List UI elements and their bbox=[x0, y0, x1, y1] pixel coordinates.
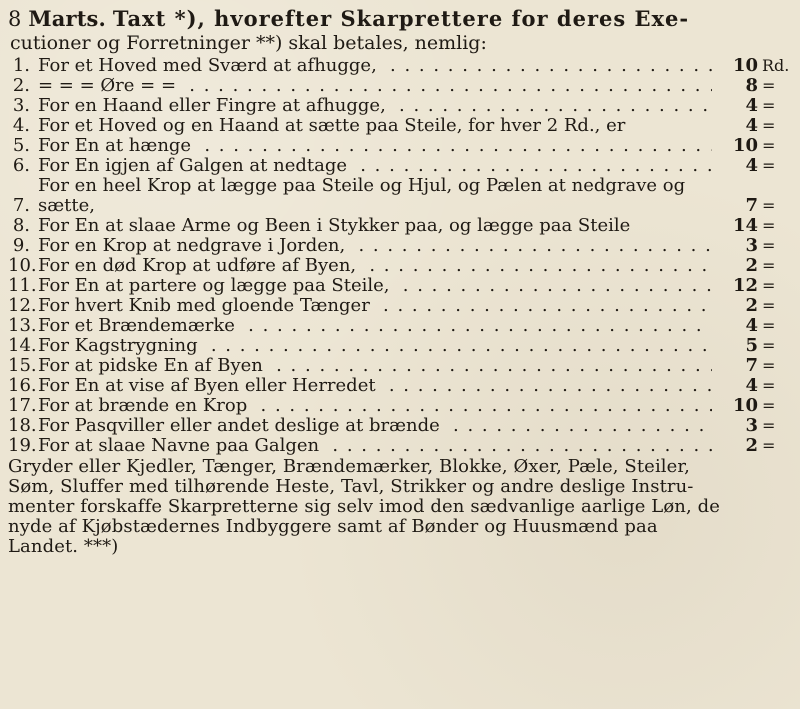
item-unit: = bbox=[762, 356, 776, 375]
item-amount: 7 bbox=[745, 195, 758, 216]
item-number: 18. bbox=[8, 415, 37, 436]
item-unit: = bbox=[762, 96, 776, 115]
fee-item-1 bbox=[8, 56, 792, 76]
item-number: 14. bbox=[8, 335, 37, 356]
footer-line-1: Gryder eller Kjedler, Tænger, Brændemærker, Blokke, Øxer, Pæle, Steiler, bbox=[8, 456, 690, 477]
item-description: For et Hoved og en Haand at sætte paa Steile, for hver 2 Rd., er bbox=[38, 116, 626, 136]
item-description: For Kagstrygning . . . bbox=[38, 336, 712, 356]
fee-item-11 bbox=[8, 276, 792, 296]
item-description: For En at hænge . . . bbox=[38, 136, 712, 156]
item-amount: 3 bbox=[745, 235, 758, 256]
item-number: 15. bbox=[8, 355, 37, 376]
item-amount: 10 bbox=[732, 135, 758, 156]
item-unit: = bbox=[762, 136, 776, 155]
item-number: 3. bbox=[12, 95, 30, 116]
item-number: 10. bbox=[8, 255, 37, 276]
heading-month: Marts. bbox=[28, 6, 106, 31]
fee-item-8 bbox=[8, 216, 792, 236]
footer-line-3: menter forskaffe Skarpretterne sig selv imod den sædvanlige aarlige Løn, de bbox=[8, 496, 720, 517]
fee-item-4 bbox=[8, 116, 792, 136]
item-amount: 14 bbox=[732, 215, 758, 236]
item-unit: = bbox=[762, 296, 776, 315]
item-unit: = bbox=[762, 396, 776, 415]
item-amount: 3 bbox=[745, 415, 758, 436]
item-description: For en død Krop at udføre af Byen, . . . bbox=[38, 256, 712, 276]
item-unit: = bbox=[762, 276, 776, 295]
fee-item-7 bbox=[8, 176, 792, 216]
fee-item-12 bbox=[8, 296, 792, 316]
item-unit: = bbox=[762, 436, 776, 455]
fee-item-10 bbox=[8, 256, 792, 276]
item-amount: 8 bbox=[745, 75, 758, 96]
footer-paragraph bbox=[8, 457, 792, 557]
item-number: 13. bbox=[8, 315, 37, 336]
footer-line-4: nyde af Kjøbstædernes Indbyggere samt af Bønder og Huusmænd paa bbox=[8, 516, 658, 537]
fee-item-3 bbox=[8, 96, 792, 116]
item-amount: 12 bbox=[732, 275, 758, 296]
item-number: 6. bbox=[12, 155, 30, 176]
item-amount: 7 bbox=[745, 355, 758, 376]
item-unit: Rd. bbox=[762, 56, 790, 75]
item-description: For Pasqviller eller andet deslige at brænde . . . bbox=[38, 416, 712, 436]
fee-item-14 bbox=[8, 336, 792, 356]
item-unit: = bbox=[762, 216, 776, 235]
item-unit: = bbox=[762, 236, 776, 255]
item-amount: 4 bbox=[745, 95, 758, 116]
fee-item-16 bbox=[8, 376, 792, 396]
item-unit: = bbox=[762, 416, 776, 435]
item-description: For at slaae Navne paa Galgen . . . bbox=[38, 436, 712, 456]
item-number: 5. bbox=[12, 135, 30, 156]
item-number: 4. bbox=[12, 115, 30, 136]
item-unit: = bbox=[762, 196, 776, 215]
item-amount: 4 bbox=[745, 115, 758, 136]
item-description: For En igjen af Galgen at nedtage . . . bbox=[38, 156, 712, 176]
item-description: For En at vise af Byen eller Herredet . . . bbox=[38, 376, 712, 396]
fee-item-15 bbox=[8, 356, 792, 376]
fee-item-18 bbox=[8, 416, 792, 436]
item-description: For en Krop at nedgrave i Jorden, . . . bbox=[38, 236, 712, 256]
fee-item-2 bbox=[8, 76, 792, 96]
item-amount: 2 bbox=[745, 255, 758, 276]
fee-item-6 bbox=[8, 156, 792, 176]
item-unit: = bbox=[762, 376, 776, 395]
item-number: 1. bbox=[12, 55, 30, 76]
item-description: For En at partere og lægge paa Steile, . . . bbox=[38, 276, 712, 296]
item-description: For en Haand eller Fingre at afhugge, . . . bbox=[38, 96, 712, 116]
item-description: For en heel Krop at lægge paa Steile og Hjul, og Pælen at nedgrave og sætte, bbox=[38, 176, 686, 216]
fee-item-5 bbox=[8, 136, 792, 156]
item-unit: = bbox=[762, 76, 776, 95]
item-unit: = bbox=[762, 156, 776, 175]
fee-item-13 bbox=[8, 316, 792, 336]
heading-second-line: cutioner og Forretninger **) skal betales, nemlig: bbox=[10, 32, 487, 54]
fee-list bbox=[8, 56, 792, 456]
item-number: 2. bbox=[12, 75, 30, 96]
item-description: For at pidske En af Byen . . . bbox=[38, 356, 712, 376]
item-amount: 5 bbox=[745, 335, 758, 356]
item-number: 9. bbox=[12, 235, 30, 256]
item-number: 19. bbox=[8, 435, 37, 456]
item-number: 7. bbox=[12, 195, 30, 216]
item-number: 17. bbox=[8, 395, 37, 416]
item-amount: 10 bbox=[732, 55, 758, 76]
heading-main-text: Taxt *), hvorefter Skarprettere for deres Exe- bbox=[112, 6, 690, 31]
item-amount: 4 bbox=[745, 155, 758, 176]
item-unit: = bbox=[762, 116, 776, 135]
item-unit: = bbox=[762, 336, 776, 355]
item-number: 8. bbox=[12, 215, 30, 236]
item-unit: = bbox=[762, 316, 776, 335]
item-description: For et Hoved med Sværd at afhugge, . . . bbox=[38, 56, 712, 76]
item-number: 12. bbox=[8, 295, 37, 316]
item-number: 11. bbox=[8, 275, 37, 296]
item-amount: 4 bbox=[745, 375, 758, 396]
item-amount: 2 bbox=[745, 295, 758, 316]
footer-line-2: Søm, Sluffer med tilhørende Heste, Tavl, Strikker og andre deslige Instru- bbox=[8, 476, 694, 497]
fee-item-17 bbox=[8, 396, 792, 416]
heading-date: 8 bbox=[8, 7, 22, 31]
fee-item-19 bbox=[8, 436, 792, 456]
item-number: 16. bbox=[8, 375, 37, 396]
item-amount: 4 bbox=[745, 315, 758, 336]
item-description: For hvert Knib med gloende Tænger . . . bbox=[38, 296, 712, 316]
item-description: For En at slaae Arme og Been i Stykker paa, og lægge paa Steile bbox=[38, 216, 631, 236]
page-heading bbox=[8, 6, 792, 32]
footer-line-5: Landet. ***) bbox=[8, 536, 119, 557]
item-description: For et Brændemærke . . . bbox=[38, 316, 712, 336]
item-unit: = bbox=[762, 256, 776, 275]
fee-item-9 bbox=[8, 236, 792, 256]
item-description: For at brænde en Krop . . . bbox=[38, 396, 712, 416]
item-description: = = = Øre = = . . . bbox=[38, 76, 712, 96]
item-amount: 10 bbox=[732, 395, 758, 416]
item-amount: 2 bbox=[745, 435, 758, 456]
